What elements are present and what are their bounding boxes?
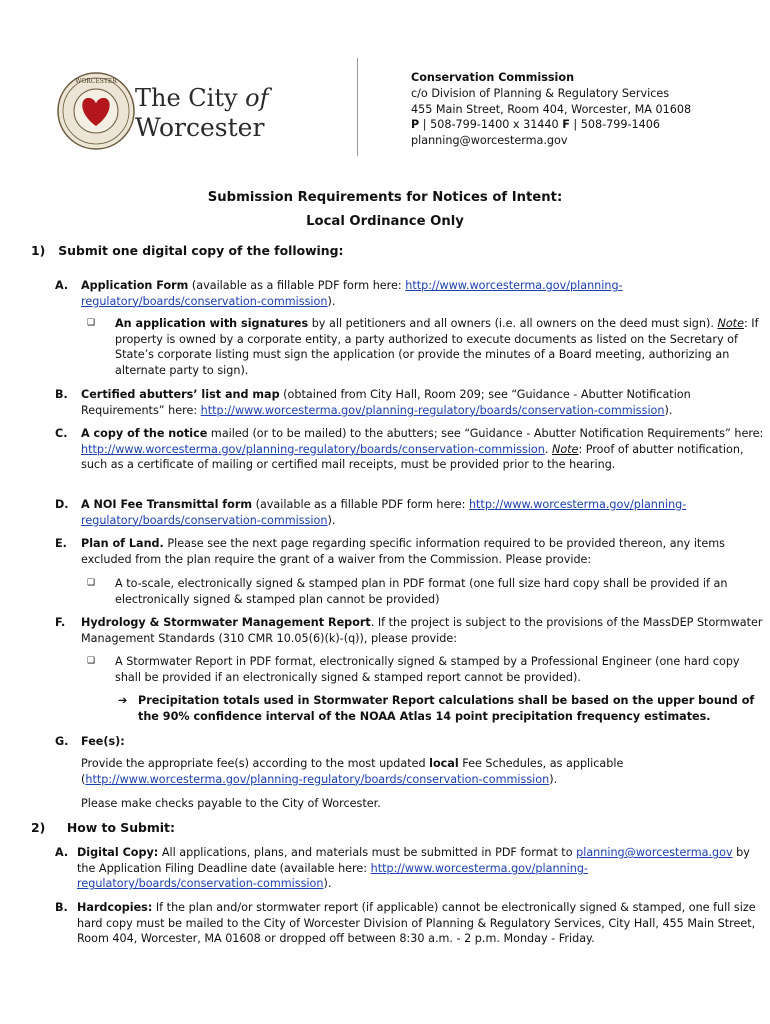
item-hardcopies: B. Hardcopies: If the plan and/or stormwater report (if applicable) cannot be electronically signed & stamped, one full size hard copy must be mailed to the City of Worcester Division of Planning & Regulatory Services, City Hall, 455 Main Street, Room 404, Worcester, MA 01608 or dropped off between 8:30 a.m. - 2 p.m. Monday - Friday. <box>55 901 756 946</box>
link-abutters-guidance[interactable]: http://www.worcesterma.gov/planning-regulatory/boards/conservation-commission <box>200 403 665 417</box>
item-application-form: A. Application Form (available as a fillable PDF form here: http://www.worcesterma.gov/planning-regulatory/boards/conservation-commission). <box>55 279 623 308</box>
section2-heading: 2) How to Submit: <box>31 820 175 835</box>
city-seal-logo <box>56 71 136 151</box>
link-fee-transmittal[interactable]: http://www.worcesterma.gov/planning-regulatory/boards/conservation-commission <box>81 498 687 527</box>
section1-heading: 1) Submit one digital copy of the following: <box>31 243 344 258</box>
item-digital-copy: A. Digital Copy: All applications, plans, and materials must be submitted in PDF format to planning@worcesterma.gov by the Application Filing Deadline date (available here: http://www.worcesterma.gov/planning-regulatory/boards/conservation-commission). <box>55 846 750 891</box>
city-name-logo: The City of Worcester <box>135 84 269 142</box>
link-notice-guidance[interactable]: http://www.worcesterma.gov/planning-regulatory/boards/conservation-commission <box>81 442 545 456</box>
document-title: Submission Requirements for Notices of Intent: Local Ordinance Only <box>207 190 563 229</box>
bullet-stormwater-pdf: ❑ A Stormwater Report in PDF format, electronically signed & stamped by a Professional Engineer (one hard copy shall be provided if an electronically signed & stamped report cannot be provided). <box>87 655 740 684</box>
link-planning-email[interactable]: planning@worcesterma.gov <box>576 846 733 859</box>
checkbox-bullet-icon: ❑ <box>87 656 96 666</box>
item-abutters-list: B. Certified abutters’ list and map (obtained from City Hall, Room 209; see “Guidance - Abutter Notification Requirements” here: http://www.worcesterma.gov/planning-regulatory/boards/conservation-commission). <box>55 388 691 417</box>
header-divider <box>357 58 358 156</box>
phone-fax-line: P | 508-799-1400 x 31440 F | 508-799-1406 <box>411 118 661 132</box>
contact-email: planning@worcesterma.gov <box>411 134 568 148</box>
item-copy-of-notice: C. A copy of the notice mailed (or to be mailed) to the abutters; see “Guidance - Abutter Notification Requirements” here: http://www.worcesterma.gov/planning-regulatory/boards/conservation-commission. Note: Proof of abutter notification, such as a certificate of mailing or certified mail receipts, must be provided prior to the hearing. <box>55 427 764 472</box>
checks-payable-text: Please make checks payable to the City of Worcester. <box>81 797 381 810</box>
item-fee-transmittal: D. A NOI Fee Transmittal form (available as a fillable PDF form here: http://www.worcesterma.gov/planning-regulatory/boards/conservation-commission). <box>55 498 687 527</box>
item-fees: G. Fee(s): <box>55 735 125 748</box>
link-filing-deadline[interactable]: http://www.worcesterma.gov/planning-regulatory/boards/conservation-commission <box>77 861 588 891</box>
link-fee-schedules[interactable]: http://www.worcesterma.gov/planning-regulatory/boards/conservation-commission <box>85 772 550 786</box>
address-line1: c/o Division of Planning & Regulatory Services <box>411 86 670 100</box>
org-name: Conservation Commission <box>411 71 575 84</box>
contact-block <box>411 70 691 149</box>
checkbox-bullet-icon: ❑ <box>87 578 96 588</box>
svg-text:WORCESTER: WORCESTER <box>75 78 117 85</box>
arrow-right-icon: ➔ <box>118 694 128 707</box>
checkbox-bullet-icon: ❑ <box>87 318 96 328</box>
address-line2: 455 Main Street, Room 404, Worcester, MA 01608 <box>411 102 692 116</box>
note-precipitation: ➔ Precipitation totals used in Stormwater Report calculations shall be based on the upper bound of the 90% confidence interval of the NOAA Atlas 14 point precipitation frequency estimates. <box>118 694 755 723</box>
fees-text: Provide the appropriate fee(s) according to the most updated local Fee Schedules, as applicable (http://www.worcesterma.gov/planning-regulatory/boards/conservation-commission). <box>81 757 624 786</box>
bullet-plan-pdf: ❑ A to-scale, electronically signed & stamped plan in PDF format (one full size hard copy shall be provided if an electronically signed & stamped plan cannot be provided) <box>87 577 728 606</box>
item-stormwater-report: F. Hydrology & Stormwater Management Report. If the project is subject to the provisions of the MassDEP Stormwater Management Standards (310 CMR 10.05(6)(k)-(q)), please provide: <box>55 616 763 645</box>
item-plan-of-land: E. Plan of Land. Please see the next page regarding specific information required to be provided thereon, any items excluded from the plan require the grant of a waiver from the Commission. Please provide: <box>55 537 725 566</box>
link-application-form[interactable]: http://www.worcesterma.gov/planning-regulatory/boards/conservation-commission <box>81 279 623 308</box>
bullet-application-signatures: ❑ An application with signatures by all petitioners and all owners (i.e. all owners on the deed must sign). Note: If property is owned by a corporate entity, a party authorized to execute documents as listed on the Secretary of State’s corporate listing must sign the application (or provide the minutes of a Board meeting, authorizing an alternate party to sign). <box>87 317 759 377</box>
